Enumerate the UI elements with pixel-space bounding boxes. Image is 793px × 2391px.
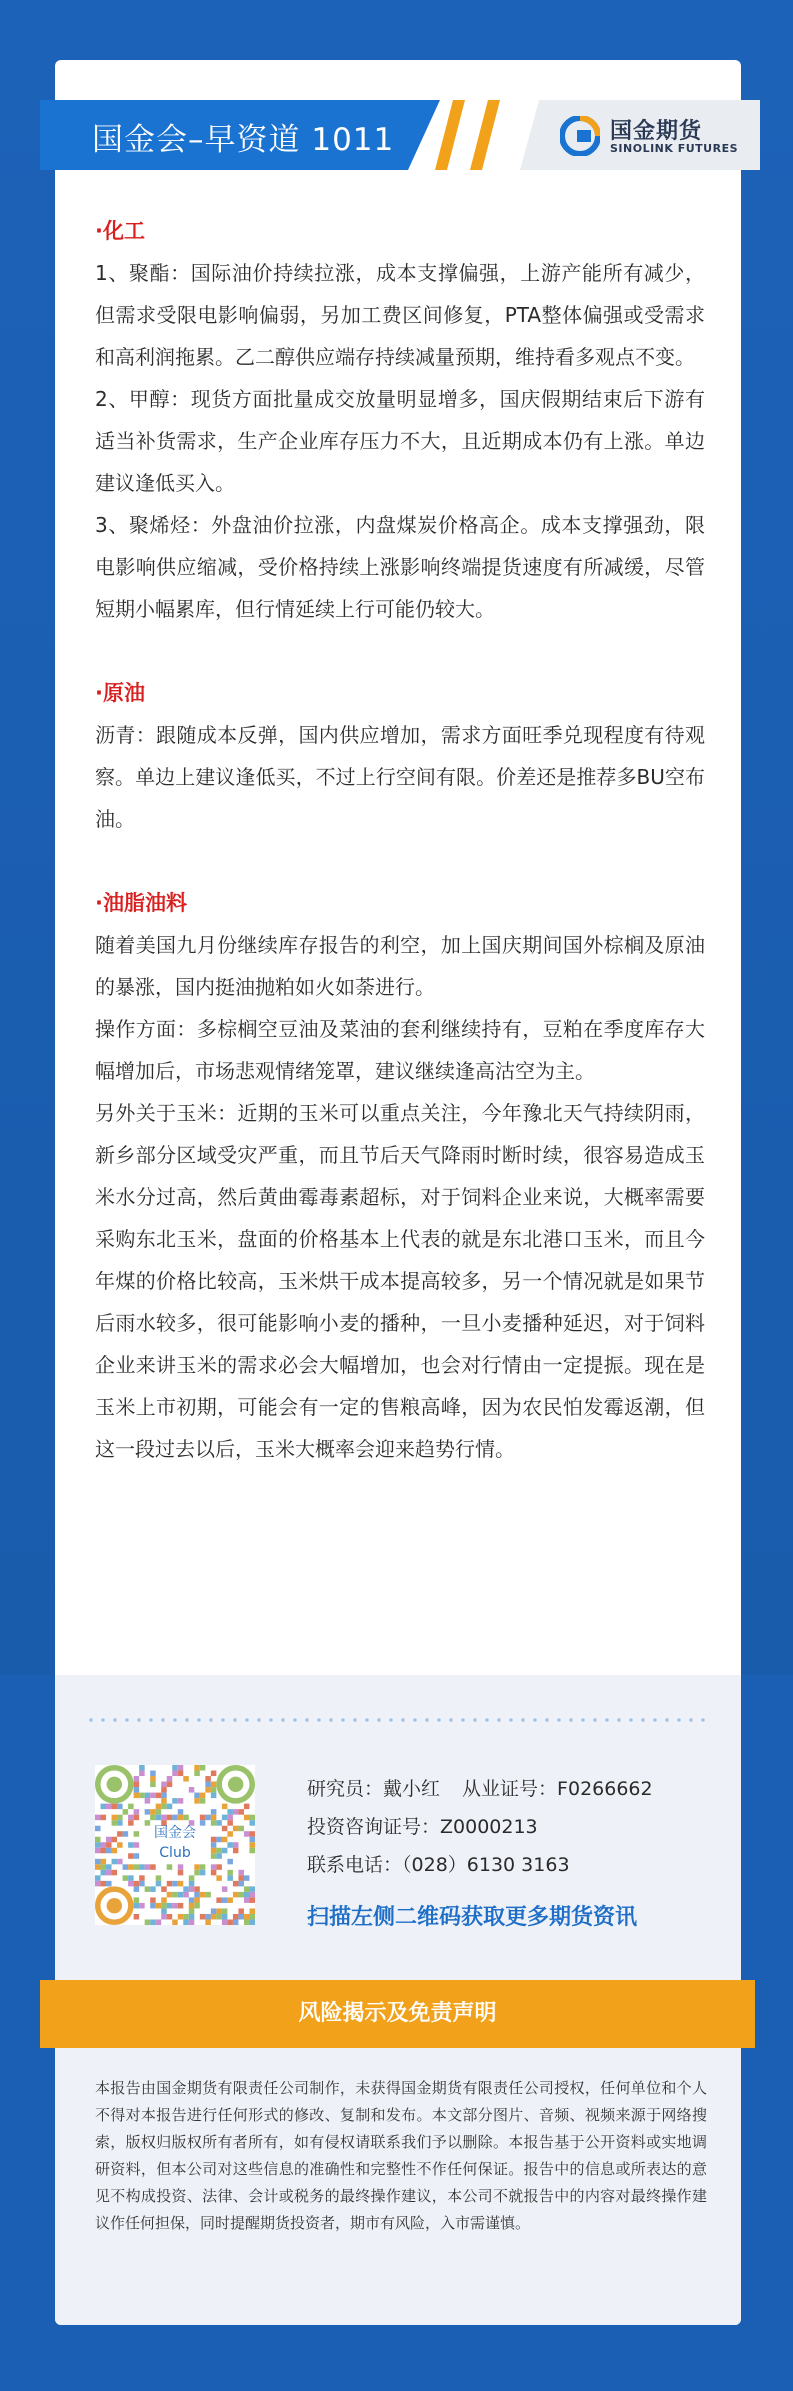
qr-module — [216, 1875, 222, 1881]
qr-module — [205, 1914, 211, 1920]
qr-module — [205, 1815, 211, 1821]
qr-module — [150, 1886, 156, 1892]
paragraph: 3、聚烯烃：外盘油价拉涨，内盘煤炭价格高企。成本支撑强劲，限电影响供应缩减，受价格持续上涨影响终端提货速度有所减缓，尽管短期小幅累库，但行情延续上行可能仍较大。 — [95, 513, 705, 621]
qr-module — [150, 1793, 156, 1799]
qr-module — [183, 1914, 189, 1920]
qr-module — [244, 1815, 250, 1821]
qr-module — [172, 1903, 178, 1909]
qr-module — [238, 1809, 244, 1815]
qr-module — [227, 1875, 233, 1881]
qr-module — [161, 1804, 167, 1810]
qr-module — [134, 1864, 140, 1870]
qr-module — [189, 1903, 195, 1909]
qr-module — [95, 1875, 101, 1881]
qr-module — [227, 1809, 233, 1815]
paragraph: 随着美国九月份继续库存报告的利空，加上国庆期间国外棕榈及原油的暴涨，国内挺油抛粕如火如荼进行。 — [95, 933, 705, 999]
qr-module — [123, 1809, 129, 1815]
qr-module — [128, 1864, 134, 1870]
qr-module — [227, 1897, 233, 1903]
qr-module — [222, 1908, 228, 1914]
section-chemical — [95, 210, 705, 630]
qr-module — [183, 1886, 189, 1892]
qr-module — [128, 1875, 134, 1881]
qr-label-line: 国金会 — [154, 1825, 196, 1841]
qr-module — [161, 1793, 167, 1799]
license-label: 从业证号： — [462, 1778, 558, 1800]
report-body — [95, 210, 705, 1512]
header-banner — [40, 100, 760, 170]
qr-module — [112, 1804, 118, 1810]
qr-module — [183, 1776, 189, 1782]
qr-module — [211, 1771, 217, 1777]
qr-module — [233, 1919, 239, 1925]
qr-module — [194, 1798, 200, 1804]
qr-module — [222, 1897, 228, 1903]
qr-module — [101, 1881, 107, 1887]
qr-module — [161, 1815, 167, 1821]
qr-module — [134, 1903, 140, 1909]
qr-module — [134, 1793, 140, 1799]
qr-module — [233, 1892, 239, 1898]
advisor-number: Z0000213 — [440, 1816, 538, 1838]
qr-module — [106, 1870, 112, 1876]
qr-module — [189, 1914, 195, 1920]
qr-module — [200, 1892, 206, 1898]
researcher-row — [307, 1770, 727, 1808]
qr-module — [167, 1892, 173, 1898]
qr-module — [233, 1914, 239, 1920]
qr-module — [222, 1886, 228, 1892]
section-title: ·原油 — [95, 681, 145, 705]
qr-module — [112, 1870, 118, 1876]
qr-module — [161, 1787, 167, 1793]
qr-module — [205, 1782, 211, 1788]
qr-module — [205, 1776, 211, 1782]
qr-module — [238, 1881, 244, 1887]
paragraph: 另外关于玉米：近期的玉米可以重点关注，今年豫北天气持续阴雨，新乡部分区域受灾严重，而且节后天气降雨时断时续，很容易造成玉米水分过高，然后黄曲霉毒素超标，对于饲料企业来说，大概率需要采购东北玉米，盘面的价格基本上代表的就是东北港口玉米，而且今年煤的价格比较高，玉米烘干成本提高较多，另一个情况就是如果节后雨水较多，很可能影响小麦的播种，一旦小麦播种延迟，对于饲料企业来讲玉米的需求必会大幅增加，也会对行情由一定提振。现在是玉米上市初期，可能会有一定的售粮高峰，因为农民怕发霉返潮，但这一段过去以后，玉米大概率会迎来趋势行情。 — [95, 1101, 705, 1461]
qr-module — [216, 1908, 222, 1914]
qr-module — [194, 1793, 200, 1799]
qr-module — [156, 1881, 162, 1887]
qr-module — [189, 1886, 195, 1892]
qr-module — [211, 1914, 217, 1920]
qr-module — [156, 1919, 162, 1925]
qr-module — [183, 1919, 189, 1925]
qr-module — [172, 1892, 178, 1898]
qr-module — [211, 1864, 217, 1870]
qr-module — [189, 1897, 195, 1903]
qr-module — [101, 1870, 107, 1876]
scan-tip: 扫描左侧二维码获取更多期货资讯 — [307, 1905, 638, 1930]
qr-module — [167, 1804, 173, 1810]
qr-module — [156, 1809, 162, 1815]
qr-module — [172, 1881, 178, 1887]
qr-module — [194, 1771, 200, 1777]
qr-module — [139, 1903, 145, 1909]
qr-module — [139, 1765, 145, 1771]
qr-module — [211, 1809, 217, 1815]
qr-module — [189, 1875, 195, 1881]
qr-module — [139, 1771, 145, 1777]
qr-module — [233, 1881, 239, 1887]
contact-info — [307, 1770, 727, 1884]
risk-disclosure-bar — [40, 1980, 755, 2048]
qr-module — [178, 1765, 184, 1771]
qr-module — [161, 1914, 167, 1920]
qr-finder-center — [107, 1898, 122, 1913]
qr-module — [222, 1804, 228, 1810]
qr-module — [156, 1793, 162, 1799]
qr-module — [216, 1864, 222, 1870]
qr-module — [178, 1771, 184, 1777]
qr-module — [194, 1870, 200, 1876]
qr-module — [161, 1782, 167, 1788]
qr-finder-center — [228, 1777, 243, 1792]
qr-module — [145, 1919, 151, 1925]
qr-module — [139, 1881, 145, 1887]
qr-module — [112, 1815, 118, 1821]
page-title: 国金会–早资道 1011 — [92, 122, 395, 158]
qr-module — [128, 1815, 134, 1821]
logo-text-en: SINOLINK FUTURES — [610, 142, 739, 155]
qr-module — [101, 1804, 107, 1810]
qr-module — [134, 1776, 140, 1782]
dotted-divider — [85, 1718, 705, 1722]
qr-module — [238, 1908, 244, 1914]
qr-module — [161, 1908, 167, 1914]
qr-module — [200, 1765, 206, 1771]
qr-module — [244, 1875, 250, 1881]
qr-module — [145, 1886, 151, 1892]
qr-finder-center — [107, 1777, 122, 1792]
qr-module — [106, 1804, 112, 1810]
qr-module — [178, 1870, 184, 1876]
qr-module — [123, 1864, 129, 1870]
qr-module — [222, 1919, 228, 1925]
qr-module — [145, 1793, 151, 1799]
qr-module — [216, 1897, 222, 1903]
qr-module — [200, 1815, 206, 1821]
qr-module — [150, 1809, 156, 1815]
qr-module — [134, 1914, 140, 1920]
section-title: ·化工 — [95, 219, 145, 243]
qr-module — [145, 1798, 151, 1804]
qr-module — [134, 1886, 140, 1892]
paragraph: 操作方面：多棕榈空豆油及菜油的套利继续持有，豆粕在季度库存大幅增加后，市场悲观情绪笼罩，建议继续逢高沽空为主。 — [95, 1017, 705, 1083]
qr-module — [167, 1903, 173, 1909]
qr-module — [178, 1864, 184, 1870]
qr-module — [205, 1787, 211, 1793]
qr-module — [227, 1870, 233, 1876]
qr-module — [95, 1815, 101, 1821]
qr-module — [194, 1864, 200, 1870]
disclaimer-text: 本报告由国金期货有限责任公司制作，未获得国金期货有限责任公司授权，任何单位和个人不得对本报告进行任何形式的修改、复制和发布。本文部分图片、音频、视频来源于网络搜索，版权归版权所有者所有，如有侵权请联系我们予以删除。本报告基于公开资料或实地调研资料，但本公司对这些信息的准确性和完整性不作任何保证。报告中的信息或所表达的意见不构成投资、法律、会计或税务的最终操作建议，本公司不就报告中的内容对最终操作建议作任何担保，同时提醒期货投资者，期市有风险，入市需谨慎。 — [95, 2079, 707, 2232]
qr-module — [244, 1886, 250, 1892]
qr-module — [101, 1864, 107, 1870]
qr-module — [145, 1864, 151, 1870]
qr-module — [211, 1793, 217, 1799]
qr-module — [167, 1815, 173, 1821]
qr-module — [178, 1809, 184, 1815]
phone-number: （028）6130 3163 — [402, 1854, 570, 1876]
license-number: F0266662 — [557, 1778, 653, 1800]
qr-module — [128, 1804, 134, 1810]
section-oils-oilseeds — [95, 882, 705, 1470]
qr-module — [172, 1815, 178, 1821]
phone-label: 联系电话： — [307, 1854, 403, 1876]
qr-module — [216, 1914, 222, 1920]
qr-module — [178, 1881, 184, 1887]
sinolink-logo-icon — [560, 116, 600, 156]
qr-module — [249, 1914, 255, 1920]
qr-module — [150, 1919, 156, 1925]
qr-module — [117, 1815, 123, 1821]
qr-module — [156, 1815, 162, 1821]
qr-module — [172, 1771, 178, 1777]
qr-module — [134, 1897, 140, 1903]
paragraph: 2、甲醇：现货方面批量成交放量明显增多，国庆假期结束后下游有适当补货需求，生产企业库存压力不大，且近期成本仍有上涨。单边建议逢低买入。 — [95, 387, 705, 495]
qr-module — [249, 1897, 255, 1903]
qr-module — [134, 1815, 140, 1821]
qr-module — [249, 1815, 255, 1821]
paragraph: 沥青：跟随成本反弹，国内供应增加，需求方面旺季兑现程度有待观察。单边上建议逢低买，不过上行空间有限。价差还是推荐多BU空布油。 — [95, 723, 705, 831]
qr-module — [194, 1897, 200, 1903]
qr-module — [161, 1903, 167, 1909]
qr-module — [222, 1815, 228, 1821]
qr-module — [189, 1787, 195, 1793]
qr-module — [178, 1914, 184, 1920]
phone-row — [307, 1846, 727, 1884]
qr-module — [145, 1809, 151, 1815]
qr-module — [167, 1776, 173, 1782]
researcher-label: 研究员： — [307, 1778, 384, 1800]
qr-module — [106, 1881, 112, 1887]
qr-module — [178, 1815, 184, 1821]
qr-module — [150, 1903, 156, 1909]
qr-module — [150, 1782, 156, 1788]
qr-module — [227, 1815, 233, 1821]
qr-module — [161, 1798, 167, 1804]
qr-module — [194, 1903, 200, 1909]
qr-module — [150, 1864, 156, 1870]
qr-module — [139, 1875, 145, 1881]
qr-module — [238, 1870, 244, 1876]
advisor-row — [307, 1808, 727, 1846]
qr-module — [238, 1875, 244, 1881]
qr-code[interactable] — [95, 1765, 255, 1925]
qr-module — [117, 1804, 123, 1810]
qr-module — [244, 1919, 250, 1925]
qr-module — [244, 1892, 250, 1898]
qr-module — [150, 1815, 156, 1821]
qr-module — [200, 1870, 206, 1876]
qr-module — [183, 1815, 189, 1821]
qr-module — [178, 1892, 184, 1898]
section-title: ·油脂油料 — [95, 891, 187, 915]
qr-module — [123, 1875, 129, 1881]
qr-module — [106, 1864, 112, 1870]
qr-module — [249, 1919, 255, 1925]
qr-module — [156, 1804, 162, 1810]
qr-module — [194, 1765, 200, 1771]
qr-module — [128, 1881, 134, 1887]
qr-module — [150, 1897, 156, 1903]
qr-module — [172, 1798, 178, 1804]
sinolink-logo — [560, 112, 760, 160]
qr-module — [200, 1914, 206, 1920]
paragraph: 1、聚酯：国际油价持续拉涨，成本支撑偏强，上游产能所有减少，但需求受限电影响偏弱，另加工费区间修复，PTA整体偏强或受需求和高利润拖累。乙二醇供应端存持续减量预期，维持看多观点不变。 — [95, 261, 705, 369]
qr-module — [134, 1809, 140, 1815]
qr-module — [189, 1908, 195, 1914]
qr-module — [161, 1897, 167, 1903]
qr-module — [139, 1793, 145, 1799]
qr-module — [244, 1897, 250, 1903]
qr-module — [211, 1787, 217, 1793]
logo-text-cn: 国金期货 — [610, 119, 703, 144]
qr-module — [233, 1809, 239, 1815]
qr-module — [194, 1892, 200, 1898]
qr-module — [156, 1903, 162, 1909]
qr-module — [249, 1886, 255, 1892]
qr-module — [95, 1864, 101, 1870]
qr-module — [211, 1908, 217, 1914]
qr-module — [211, 1815, 217, 1821]
qr-module — [244, 1804, 250, 1810]
qr-module — [95, 1881, 101, 1887]
qr-module — [156, 1875, 162, 1881]
qr-module — [178, 1798, 184, 1804]
qr-module — [167, 1881, 173, 1887]
risk-title: 风险揭示及免责声明 — [298, 2001, 497, 2026]
section-crude-oil — [95, 672, 705, 840]
qr-module — [189, 1881, 195, 1887]
qr-module — [205, 1919, 211, 1925]
qr-module — [205, 1892, 211, 1898]
qr-module — [134, 1782, 140, 1788]
banner-stripe — [435, 100, 465, 170]
qr-module — [244, 1914, 250, 1920]
qr-module — [167, 1782, 173, 1788]
qr-module — [211, 1782, 217, 1788]
researcher-name: 戴小红 — [383, 1778, 441, 1800]
qr-module — [211, 1870, 217, 1876]
qr-module — [134, 1787, 140, 1793]
qr-module — [200, 1864, 206, 1870]
qr-module — [194, 1886, 200, 1892]
qr-module — [200, 1793, 206, 1799]
qr-module — [178, 1903, 184, 1909]
qr-module — [249, 1892, 255, 1898]
banner-stripe — [470, 100, 500, 170]
qr-module — [200, 1798, 206, 1804]
qr-module — [150, 1771, 156, 1777]
qr-module — [238, 1892, 244, 1898]
qr-module — [150, 1776, 156, 1782]
qr-module — [161, 1886, 167, 1892]
qr-module — [139, 1864, 145, 1870]
qr-label-line: Club — [159, 1845, 191, 1861]
qr-module — [183, 1892, 189, 1898]
qr-module — [238, 1914, 244, 1920]
qr-module — [167, 1914, 173, 1920]
qr-module — [227, 1919, 233, 1925]
qr-module — [222, 1914, 228, 1920]
qr-module — [172, 1919, 178, 1925]
qr-module — [189, 1919, 195, 1925]
qr-module — [167, 1864, 173, 1870]
qr-module — [101, 1815, 107, 1821]
advisor-label: 投资咨询证号： — [307, 1816, 441, 1838]
qr-module — [249, 1908, 255, 1914]
qr-module — [134, 1881, 140, 1887]
qr-module — [172, 1765, 178, 1771]
